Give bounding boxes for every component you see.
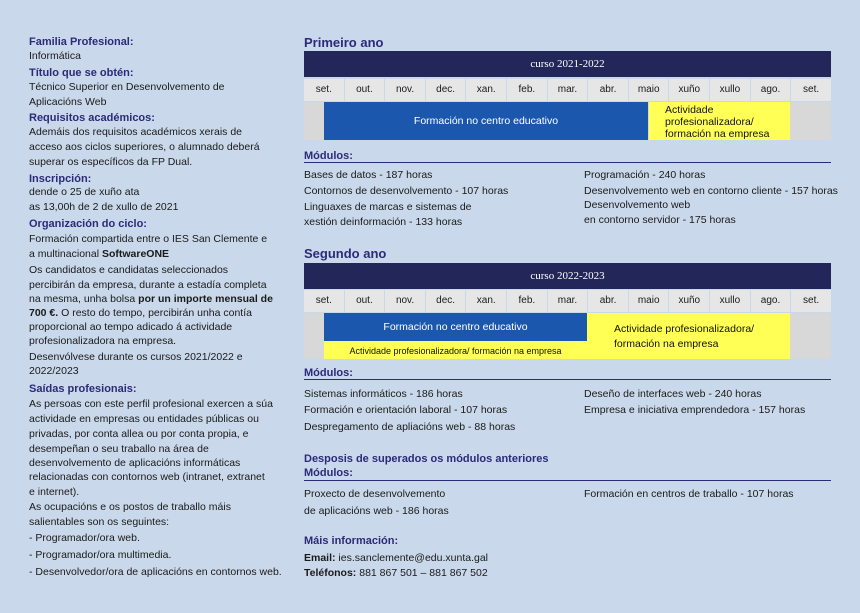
saidas-line11: - Programador/ora multimedia. xyxy=(29,549,172,561)
organizacion-line10: 2022/2023 xyxy=(29,365,79,377)
month-cell: feb. xyxy=(507,79,547,101)
mais-info-heading: Máis información: xyxy=(304,535,399,547)
modulo-linguaxes-2: xestión deinformación - 133 horas xyxy=(304,216,463,228)
requisitos-line2: acceso aos ciclos superiores, o alumnado deberá xyxy=(29,141,260,153)
month-row-1 xyxy=(304,79,831,101)
formacion-centro-bar-2: Formación no centro educativo xyxy=(324,313,587,341)
curso-2022-band: curso 2022-2023 xyxy=(304,263,831,289)
actividade-1-line3: formación na empresa xyxy=(665,128,770,140)
modulos-heading-2: Módulos: xyxy=(304,367,353,379)
actividade-2-line1: Actividade profesionalizadora/ xyxy=(614,323,755,335)
divider-2 xyxy=(304,379,831,380)
saidas-line7: e internet). xyxy=(29,486,80,498)
month-cell: xuño xyxy=(669,290,709,312)
saidas-line9: salientables son os seguintes: xyxy=(29,516,170,528)
actividade-bar-1 xyxy=(649,102,790,140)
modulo-web-cliente: Desenvolvemento web en contorno cliente - 157 horas xyxy=(584,185,838,197)
modulo-linguaxes: Linguaxes de marcas e sistemas de xyxy=(304,201,472,213)
segundo-ano-title: Segundo ano xyxy=(304,246,387,261)
formacion-centro-bar-1: Formación no centro educativo xyxy=(324,102,648,140)
month-cell: xan. xyxy=(466,79,506,101)
modulo-fol: Formación e orientación laboral - 107 horas xyxy=(304,404,508,416)
inscripcion-heading: Inscripción: xyxy=(29,173,92,185)
curso-2021-band: curso 2021-2022 xyxy=(304,51,831,77)
saidas-line10: - Programador/ora web. xyxy=(29,532,140,544)
organizacion-line1: Formación compartida entre o IES San Clemente e xyxy=(29,233,268,245)
month-cell: xuño xyxy=(669,79,709,101)
organizacion-line7: proporcional ao tempo adicado á actividade xyxy=(29,321,233,333)
titulo-heading: Título que se obtén: xyxy=(29,67,134,79)
saidas-line5: desenvolvemento de aplicacións informáticas xyxy=(29,457,241,469)
month-cell: mar. xyxy=(548,290,588,312)
organizacion-line8: profesionalizadora na empresa. xyxy=(29,335,177,347)
modulo-web-servidor: Desenvolvemento web xyxy=(584,199,691,211)
saidas-line1: As persoas con este perfil profesional exercen a súa xyxy=(29,398,273,410)
month-cell: feb. xyxy=(507,290,547,312)
modulo-fct: Formación en centros de traballo - 107 horas xyxy=(584,488,794,500)
month-cell: ago. xyxy=(751,290,791,312)
saidas-line12: - Desenvolvedor/ora de aplicacións en contornos web. xyxy=(29,566,282,578)
actividade-1-line1: Actividade xyxy=(665,104,714,116)
modulo-despregamento: Despregamento de apliacións web - 88 horas xyxy=(304,421,516,433)
telefonos-line: Teléfonos: 881 867 501 – 881 867 502 xyxy=(304,567,488,579)
divider-1 xyxy=(304,162,831,163)
modulo-empresa: Empresa e iniciativa emprendedora - 157 horas xyxy=(584,404,806,416)
month-cell: ago. xyxy=(751,79,791,101)
month-cell: xullo xyxy=(710,290,750,312)
saidas-line8: As ocupacións e os postos de traballo máis xyxy=(29,501,231,513)
inscripcion-line2: as 13,00h de 2 de xullo de 2021 xyxy=(29,201,179,213)
email-line: Email: ies.sanclemente@edu.xunta.gal xyxy=(304,552,489,564)
modulo-sistemas: Sistemas informáticos - 186 horas xyxy=(304,388,463,400)
month-cell: set. xyxy=(791,79,831,101)
month-cell: abr. xyxy=(588,79,628,101)
organizacion-line3: Os candidatos e candidatas seleccionados xyxy=(29,264,229,276)
month-cell: set. xyxy=(304,290,344,312)
saidas-line6: relacionadas con contornos web (intranet, extranet xyxy=(29,471,265,483)
actividade-strip-2: Actividade profesionalizadora/ formación na empresa xyxy=(324,341,587,359)
actividade-1-line2: profesionalizadora/ xyxy=(665,116,754,128)
month-cell: set. xyxy=(304,79,344,101)
despois-heading: Desposis de superados os módulos anteriores xyxy=(304,453,549,465)
modulo-proxecto: Proxecto de desenvolvemento xyxy=(304,488,446,500)
organizacion-line2: a multinacional SoftwareONE xyxy=(29,248,170,260)
saidas-line4: desempeñan o seu traballo na área de xyxy=(29,443,209,455)
telefonos-value: 881 867 501 – 881 867 502 xyxy=(356,567,488,579)
saidas-heading: Saídas profesionais: xyxy=(29,383,137,395)
organizacion-line6: 700 €. O resto do tempo, percibirán unha contía xyxy=(29,307,252,319)
organizacion-heading: Organización do ciclo: xyxy=(29,218,147,230)
modulos-heading-3: Módulos: xyxy=(304,467,353,479)
month-cell: set. xyxy=(791,290,831,312)
actividade-bar-2 xyxy=(587,313,790,359)
email-link[interactable]: ies.sanclemente@edu.xunta.gal xyxy=(335,552,489,564)
modulo-bases-datos: Bases de datos - 187 horas xyxy=(304,169,433,181)
modulo-programacion: Programación - 240 horas xyxy=(584,169,706,181)
month-cell: nov. xyxy=(385,290,425,312)
month-cell: mar. xyxy=(548,79,588,101)
month-cell: out. xyxy=(345,290,385,312)
modulos-heading-1: Módulos: xyxy=(304,150,353,162)
organizacion-line4: percibirán da empresa, durante a estadía completa xyxy=(29,279,267,291)
modulo-contornos: Contornos de desenvolvemento - 107 horas xyxy=(304,185,509,197)
month-cell: xullo xyxy=(710,79,750,101)
titulo-line1: Técnico Superior en Desenvolvemento de xyxy=(29,81,225,93)
familia-value: Informática xyxy=(29,50,81,62)
inscripcion-line1: dende o 25 de xuño ata xyxy=(29,186,140,198)
titulo-line2: Aplicacións Web xyxy=(29,96,107,108)
organizacion-line9: Desenvólvese durante os cursos 2021/2022 e xyxy=(29,351,243,363)
month-cell: xan. xyxy=(466,290,506,312)
month-cell: maio xyxy=(629,290,669,312)
modulo-web-servidor-2: en contorno servidor - 175 horas xyxy=(584,214,736,226)
divider-3 xyxy=(304,480,831,481)
modulo-interfaces: Deseño de interfaces web - 240 horas xyxy=(584,388,762,400)
month-cell: dec. xyxy=(426,79,466,101)
actividade-2-line2: formación na empresa xyxy=(614,338,719,350)
saidas-line2: actividade en empresas ou entidades públicas ou xyxy=(29,413,259,425)
requisitos-heading: Requisitos académicos: xyxy=(29,112,155,124)
familia-heading: Familia Profesional: xyxy=(29,36,134,48)
primeiro-ano-title: Primeiro ano xyxy=(304,35,384,50)
requisitos-line1: Ademáis dos requisitos académicos xerais de xyxy=(29,126,243,138)
organizacion-line5: na mesma, unha bolsa por un importe mensual de xyxy=(29,293,273,305)
month-cell: out. xyxy=(345,79,385,101)
saidas-line3: privadas, por conta allea ou por conta propia, e xyxy=(29,428,249,440)
requisitos-line3: superar os específicos da FP Dual. xyxy=(29,156,193,168)
month-cell: dec. xyxy=(426,290,466,312)
month-cell: abr. xyxy=(588,290,628,312)
month-cell: maio xyxy=(629,79,669,101)
month-row-2 xyxy=(304,290,831,312)
modulo-proxecto-2: de aplicacións web - 186 horas xyxy=(304,505,449,517)
month-cell: nov. xyxy=(385,79,425,101)
